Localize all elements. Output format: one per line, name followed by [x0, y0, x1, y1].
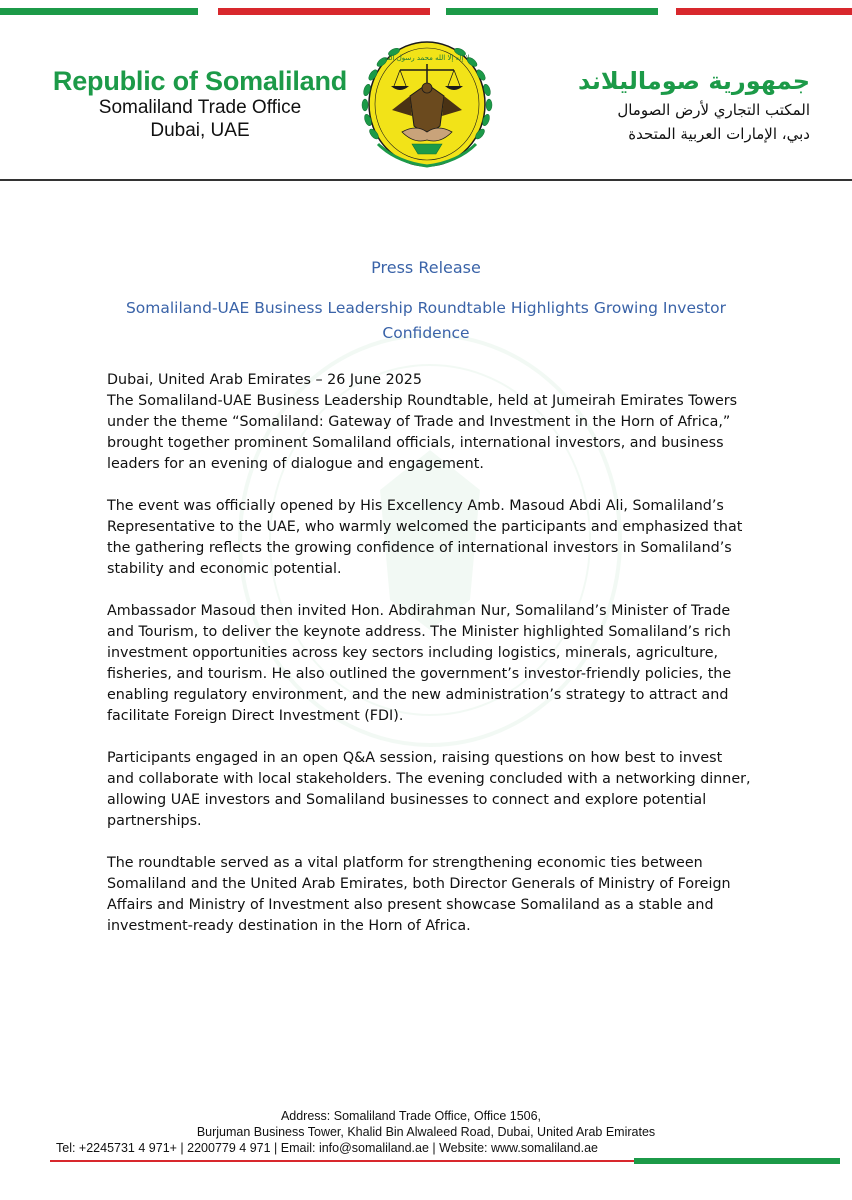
- bottom-bar-red: [50, 1160, 634, 1162]
- top-bar-red-2: [676, 8, 852, 15]
- arabic-office-name: المكتب التجاري لأرض الصومال: [617, 101, 810, 119]
- bottom-color-bar: [50, 1160, 790, 1166]
- header-divider: [0, 179, 852, 181]
- letterhead-footer: [0, 1108, 852, 1156]
- body-paragraph: Ambassador Masoud then invited Hon. Abdirahman Nur, Somaliland’s Minister of Trade and Tourism, to deliver the keynote address. The Minister highlighted Somaliland’s rich investment opportunities across key sectors including logistics, minerals, agriculture, fisheries, and tourism. He also outlined the government’s investor-friendly policies, the enabling regulatory environment, and the new administration’s strategy to attract and facilitate Foreign Direct Investment (FDI).: [107, 603, 732, 724]
- office-name: Somaliland Trade Office: [98, 97, 302, 118]
- letterhead-english: [40, 66, 360, 142]
- press-release-headline: Somaliland-UAE Business Leadership Roundtable Highlights Growing Investor Confidence: [125, 299, 727, 342]
- dateline: Dubai, United Arab Emirates – 26 June 2025: [107, 372, 422, 388]
- footer-address-line-1: Address: Somaliland Trade Office, Office 1506,: [280, 1109, 542, 1123]
- emblem-inscription: لا إله إلا الله محمد رسول الله: [384, 54, 470, 62]
- office-city: Dubai, UAE: [150, 120, 250, 141]
- press-release-label: Press Release: [371, 258, 481, 277]
- arabic-country-title: جمهورية صوماليلاند: [577, 67, 810, 95]
- footer-address-line-2: Burjuman Business Tower, Khalid Bin Alwaleed Road, Dubai, United Arab Emirates: [196, 1125, 656, 1139]
- body-paragraph: Participants engaged in an open Q&A session, raising questions on how best to invest and collaborate with local stakeholders. The evening concluded with a networking dinner, allowing UAE investors and Somaliland businesses to connect and explore potential partnerships.: [107, 750, 751, 829]
- footer-contact-line: Tel: +2245731 4 971+ | 2200779 4 971 | Email: info@somaliland.ae | Website: www.somaliland.ae: [56, 1141, 598, 1155]
- arabic-office-city: دبي، الإمارات العربية المتحدة: [628, 125, 810, 143]
- body-paragraph: The Somaliland-UAE Business Leadership Roundtable, held at Jumeirah Emirates Towers under the theme “Somaliland: Gateway of Trade and Investment in the Horn of Africa,” brought together prominent Somaliland officials, international investors, and business leaders for an evening of dialogue and engagement.: [107, 393, 738, 472]
- country-title: Republic of Somaliland: [52, 66, 348, 96]
- letterhead-arabic: [510, 64, 810, 146]
- body-paragraph: The roundtable served as a vital platform for strengthening economic ties between Somaliland and the United Arab Emirates, both Director Generals of Ministry of Foreign Affairs and Ministry of Investment also present showcase Somaliland as a stable and investment-ready destination in the Horn of Africa.: [107, 855, 731, 934]
- somaliland-coat-of-arms-icon: [356, 36, 498, 172]
- top-bar-red-1: [218, 8, 430, 15]
- top-bar-green-1: [0, 8, 198, 15]
- body-paragraph: The event was officially opened by His Excellency Amb. Masoud Abdi Ali, Somaliland’s Representative to the UAE, who warmly welcomed the participants and emphasized that the gathering reflects the growing confidence of international investors in Somaliland’s stability and economic potential.: [107, 498, 743, 577]
- top-color-bars: [0, 8, 852, 15]
- press-release-body: [107, 370, 752, 958]
- top-bar-green-2: [446, 8, 658, 15]
- bottom-bar-green: [634, 1158, 840, 1164]
